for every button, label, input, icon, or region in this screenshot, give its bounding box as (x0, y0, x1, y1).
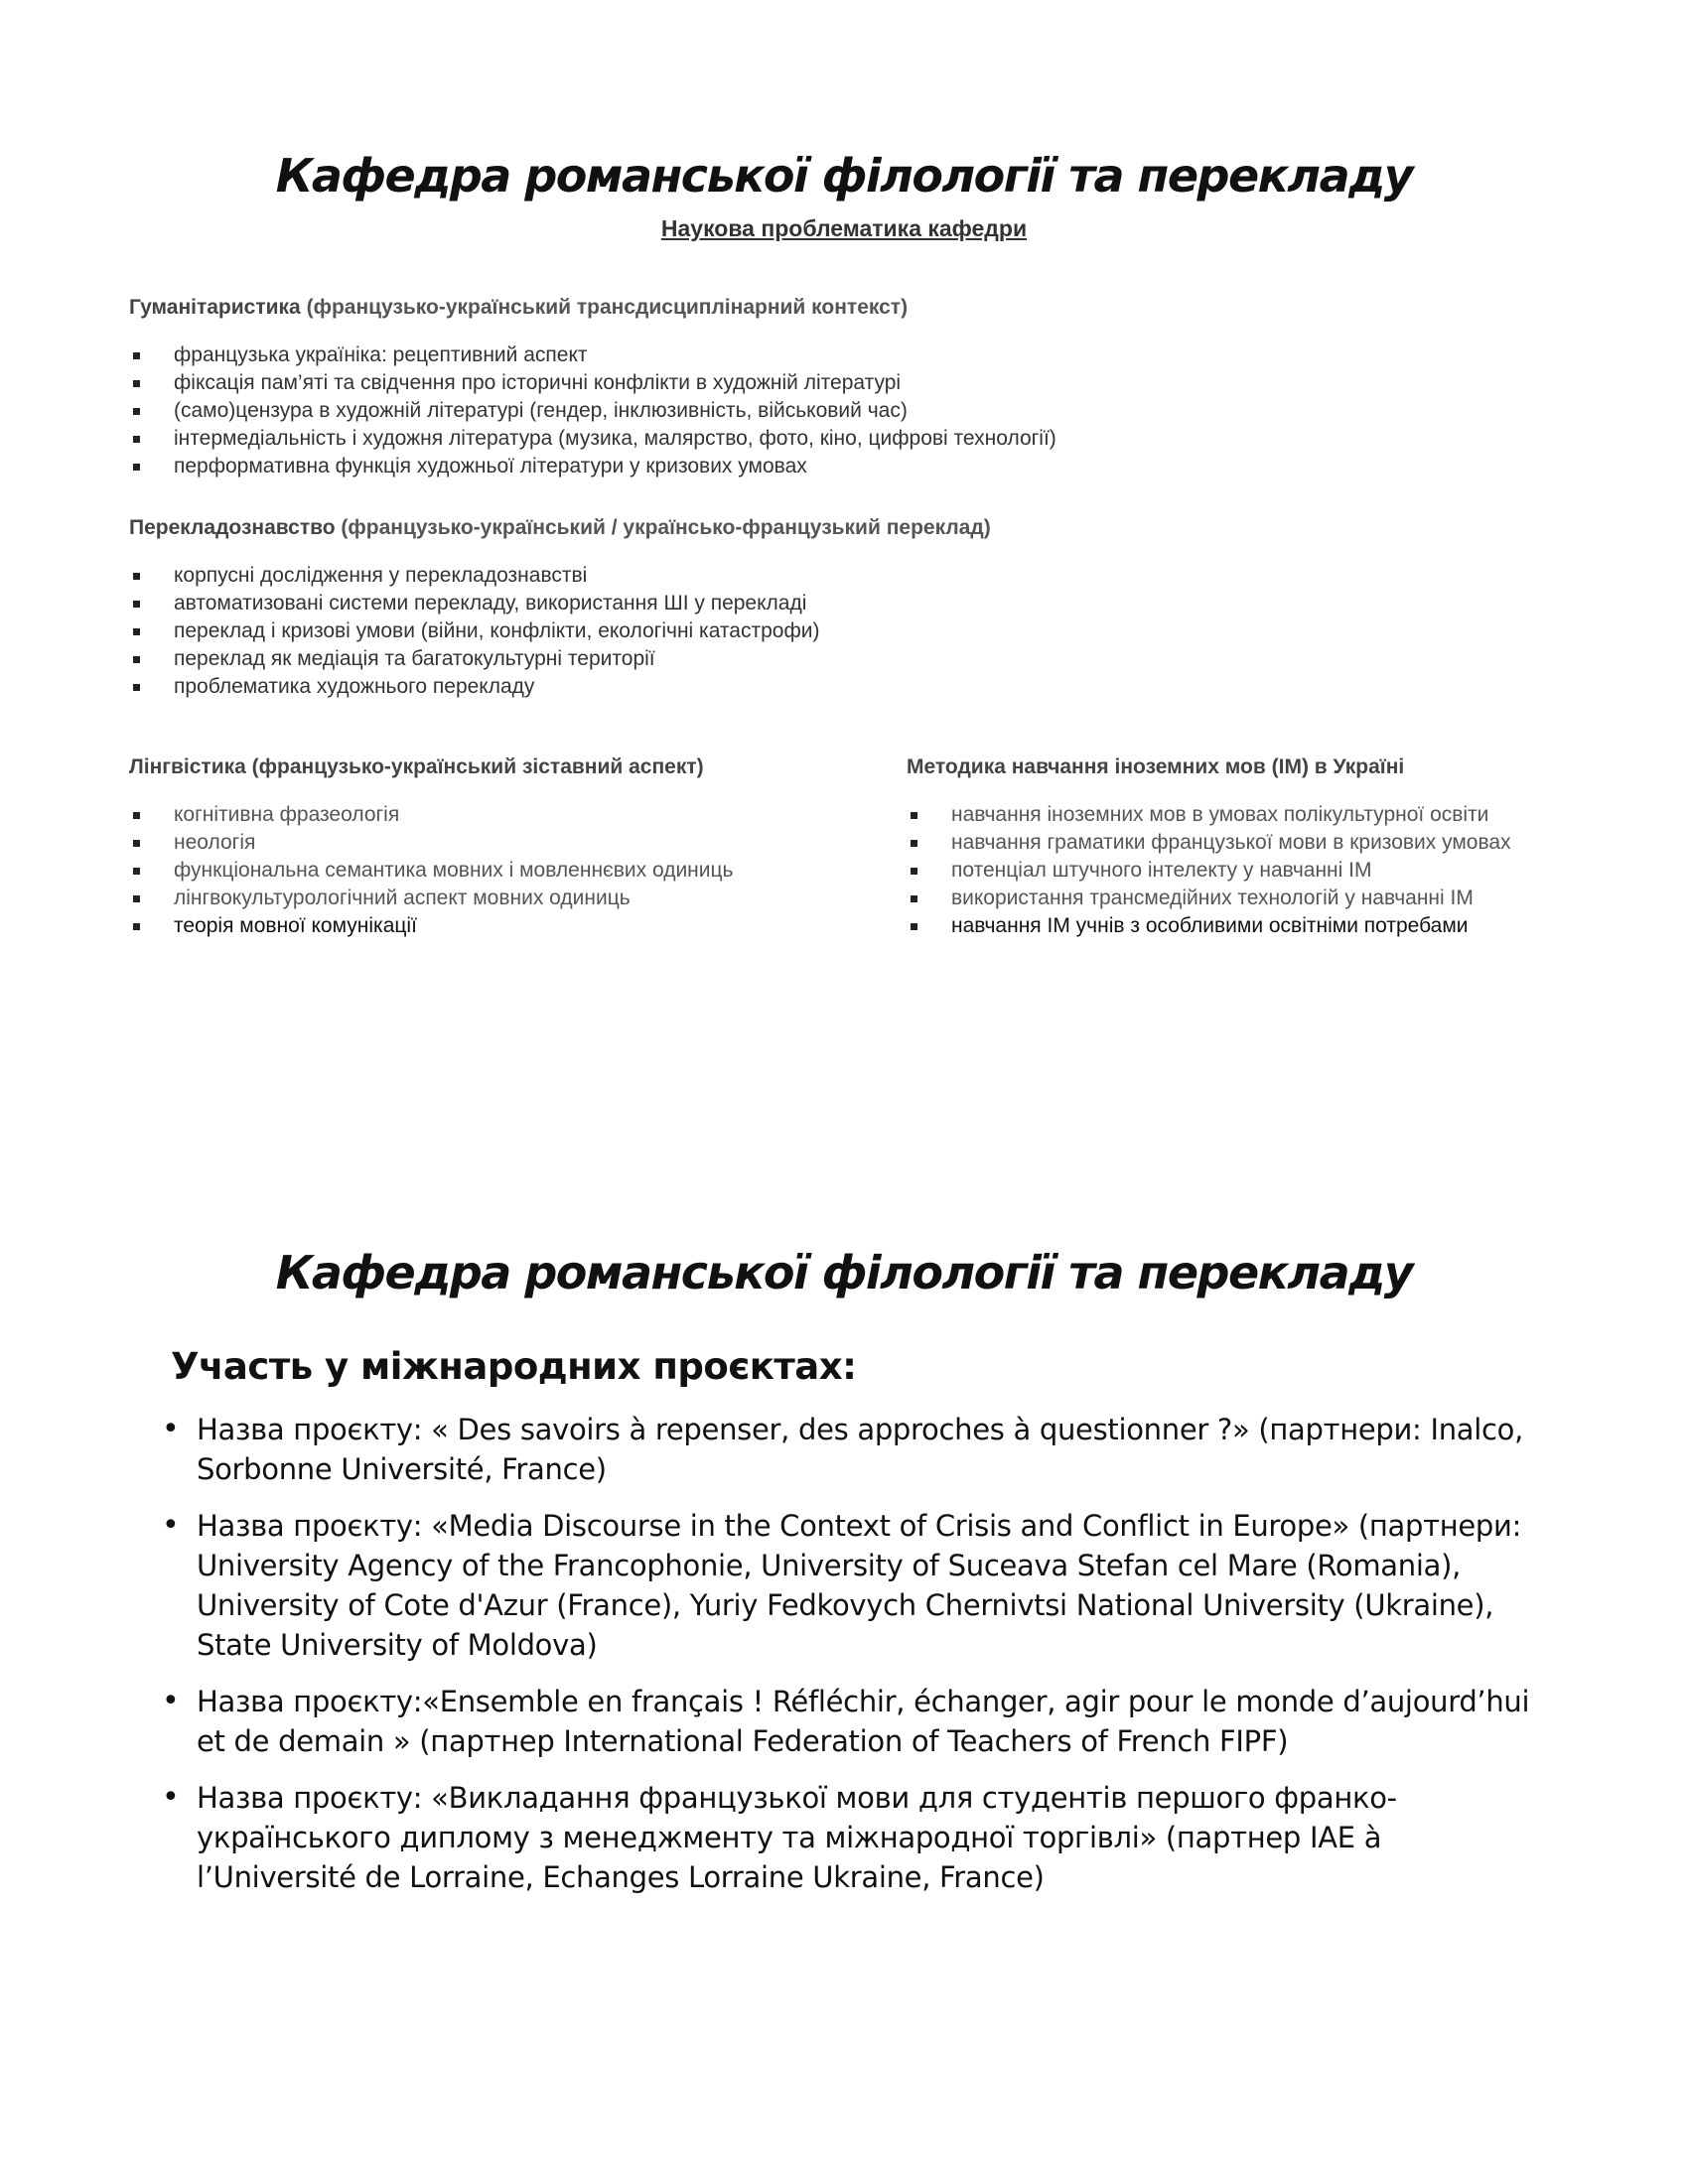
list-item: фіксація пам’яті та свідчення про історичні конфлікти в художній літературі (129, 369, 1569, 397)
list-item: французька україніка: рецептивний аспект (129, 341, 1569, 369)
research-section (0, 149, 1688, 937)
linguistics-group (129, 755, 884, 940)
projects-heading: Участь у міжнародних проєктах: (171, 1345, 857, 1388)
project-item: • Назва проєкту: «Викладання французької мови для студентів першого франко-українського диплому з менеджменту та міжнародної торгівлі» (партнер IAE à l’Université de Lorraine, Echanges Lorraine Ukraine, France) (159, 1778, 1549, 1897)
section-title: Кафедра романської філології та перекладу (275, 1246, 1413, 1299)
list-item: неологія (129, 829, 884, 857)
humanities-heading (129, 296, 1569, 320)
list-item: автоматизовані системи перекладу, використання ШІ у перекладі (129, 590, 1569, 617)
list-item: навчання ІМ учнів з особливими освітніми потребами (907, 912, 1661, 940)
list-item: теорія мовної комунікації (129, 912, 884, 940)
list-item: навчання іноземних мов в умовах полікультурної освіти (907, 801, 1661, 829)
list-item: навчання граматики французької мови в кризових умовах (907, 829, 1661, 857)
projects-list (159, 1410, 1549, 1914)
project-item: • Назва проєкту: « Des savoirs à repenser, des approches à questionner ?» (партнери: Inalco, Sorbonne Université, France) (159, 1410, 1549, 1489)
list-item: переклад як медіація та багатокультурні території (129, 645, 1569, 673)
translation-group (129, 516, 1569, 701)
list-item: потенціал штучного інтелекту у навчанні ІМ (907, 857, 1661, 885)
list-item: лінгвокультурологічний аспект мовних одиниць (129, 885, 884, 912)
linguistics-list (129, 801, 884, 940)
methodology-list (907, 801, 1661, 940)
list-item: функціональна семантика мовних і мовленнєвих одиниць (129, 857, 884, 885)
page-title: Кафедра романської філології та перекладу (275, 149, 1413, 203)
list-item: проблематика художнього перекладу (129, 673, 1569, 701)
research-subtitle: Наукова проблематика кафедри (660, 215, 1028, 242)
project-item: • Назва проєкту: «Media Discourse in the Context of Crisis and Conflict in Europe» (партнери: University Agency of the Francophonie, University of Suceava Stefan cel Mare (Romania), University of Cote d'Azur (France), Yuriy Fedkovych Chernivtsi National University (Ukraine), State University of Moldova) (159, 1506, 1549, 1665)
humanities-list (129, 341, 1569, 480)
linguistics-heading: Лінгвістика (французько-український зіставний аспект) (129, 755, 704, 778)
translation-heading-qualifier: (французько-український / українсько-французький переклад) (341, 516, 991, 539)
list-item: перформативна функція художньої літератури у кризових умовах (129, 453, 1569, 480)
project-item: • Назва проєкту:«Ensemble en français ! Réfléchir, échanger, agir pour le monde d’aujourd’hui et de demain » (партнер International Federation of Teachers of French FIPF) (159, 1682, 1549, 1761)
list-item: переклад і кризові умови (війни, конфлікти, екологічні катастрофи) (129, 617, 1569, 645)
list-item: когнітивна фразеологія (129, 801, 884, 829)
translation-heading (129, 516, 1569, 540)
list-item: корпусні дослідження у перекладознавстві (129, 562, 1569, 590)
list-item: використання трансмедійних технологій у навчанні ІМ (907, 885, 1661, 912)
methodology-group (907, 755, 1661, 940)
methodology-heading: Методика навчання іноземних мов (ІМ) в Україні (907, 755, 1405, 778)
translation-heading-name: Перекладознавство (129, 516, 336, 539)
humanities-heading-qualifier: (французько-український трансдисциплінарний контекст) (306, 296, 909, 319)
list-item: інтермедіальність і художня література (музика, малярство, фото, кіно, цифрові технології) (129, 425, 1569, 453)
translation-list (129, 562, 1569, 701)
humanities-group (129, 296, 1569, 480)
list-item: (само)цензура в художній літературі (гендер, інклюзивність, військовий час) (129, 397, 1569, 425)
projects-section (0, 1246, 1688, 1894)
humanities-heading-name: Гуманітаристика (129, 296, 301, 319)
